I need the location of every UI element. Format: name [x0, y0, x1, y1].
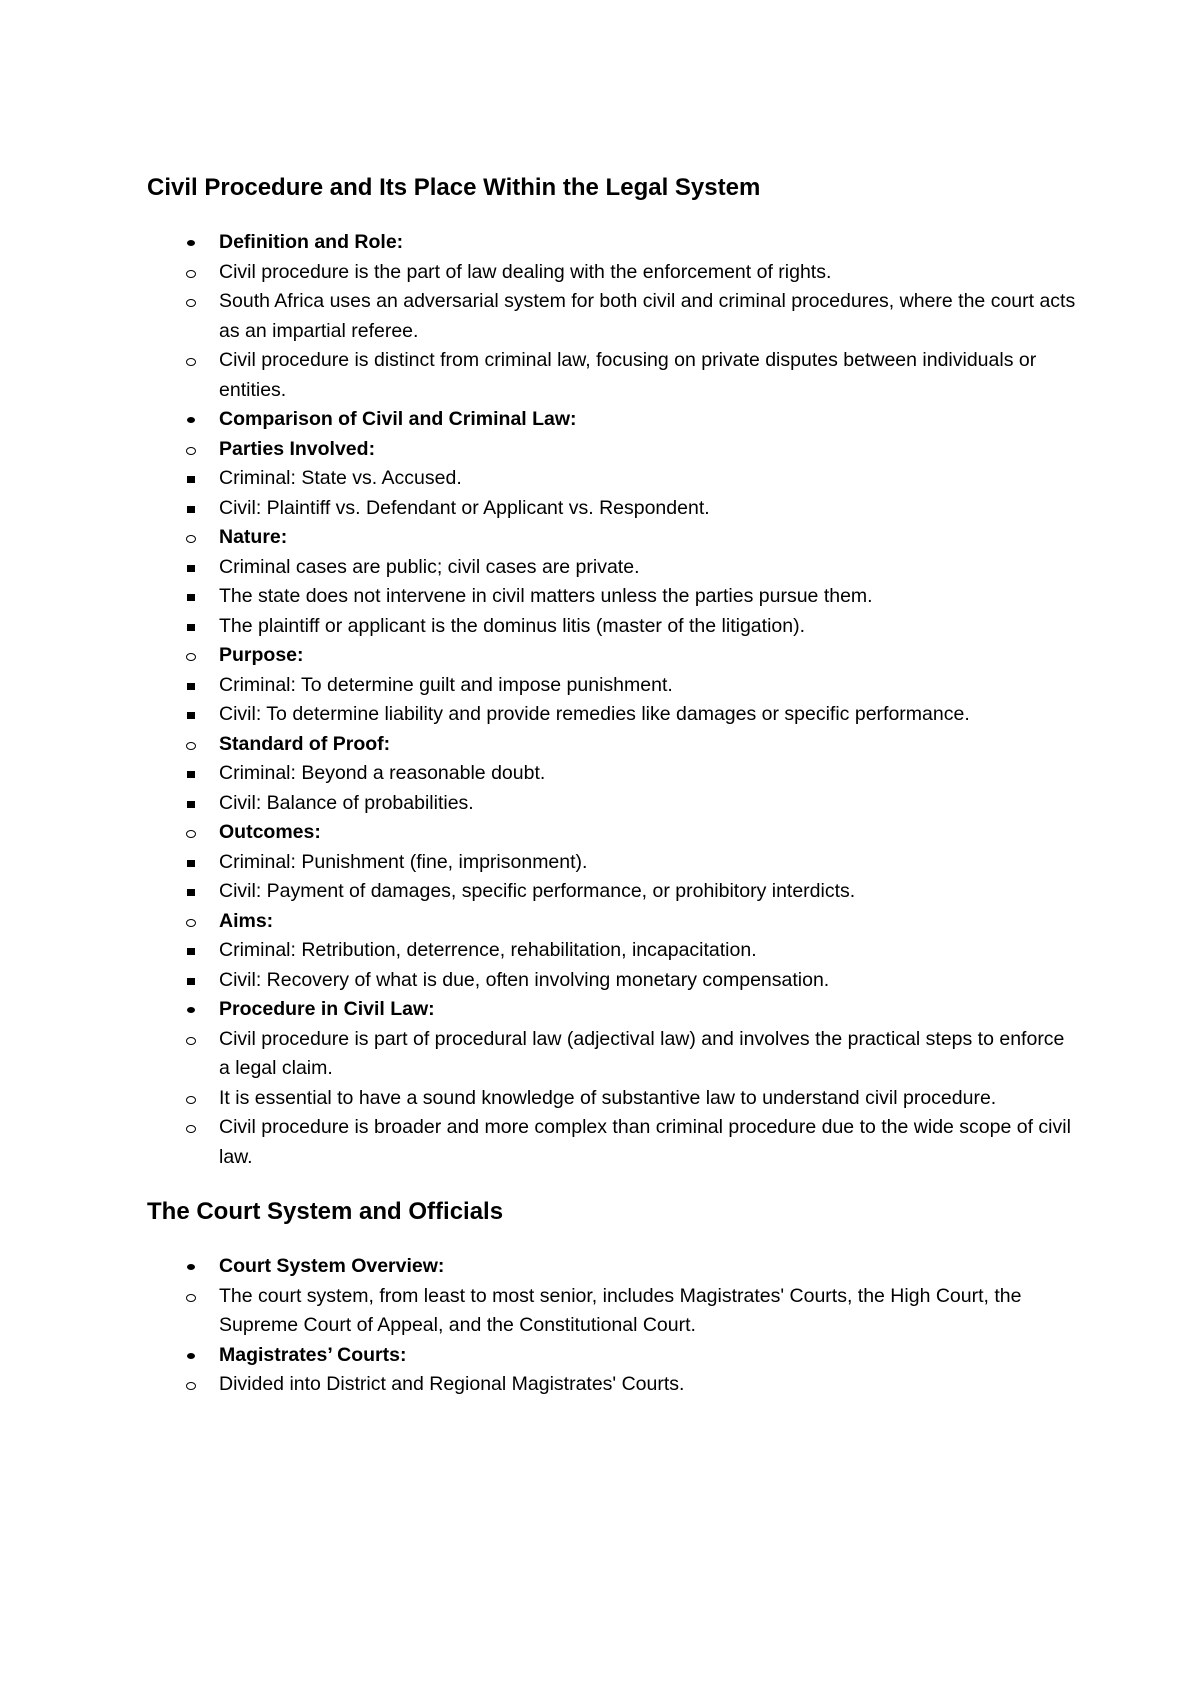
sub-item-text: Divided into District and Regional Magistrates' Courts.: [219, 1373, 685, 1395]
point-list: [147, 464, 1077, 523]
sub-item: [147, 1084, 1077, 1114]
disc-bullet-icon: [185, 1252, 199, 1282]
item-label: Procedure in Civil Law:: [219, 998, 435, 1020]
circle-bullet-icon: [185, 523, 199, 553]
sub-item: [147, 287, 1077, 346]
point-text: Criminal: Beyond a reasonable doubt.: [219, 762, 546, 784]
section2-list: [147, 1252, 1077, 1400]
sub-list: [147, 1370, 1077, 1400]
square-bullet-icon: [185, 612, 199, 642]
section-title-court-system: The Court System and Officials: [147, 1198, 504, 1225]
circle-bullet-icon: [185, 435, 199, 465]
point-list: [147, 936, 1077, 995]
item-label: Court System Overview:: [219, 1255, 445, 1277]
sub-item: [147, 258, 1077, 288]
square-bullet-icon: [185, 936, 199, 966]
point-text: Civil: Plaintiff vs. Defendant or Applicant vs. Respondent.: [219, 496, 710, 519]
circle-bullet-icon: [185, 907, 199, 937]
section-title-civil-procedure: Civil Procedure and Its Place Within the Legal System: [147, 174, 761, 201]
sub-item-text: Civil procedure is distinct from criminal law, focusing on private disputes between individuals or entities.: [219, 349, 1037, 401]
point-item: [147, 671, 1077, 701]
circle-bullet-icon: [185, 346, 199, 376]
group-label: Aims:: [219, 909, 274, 932]
sub-item-text: Civil procedure is part of procedural law (adjectival law) and involves the practical steps to enforce a legal claim.: [219, 1027, 1065, 1079]
square-bullet-icon: [185, 789, 199, 819]
point-item: [147, 700, 1077, 730]
circle-bullet-icon: [185, 818, 199, 848]
point-text: Criminal: Punishment (fine, imprisonment).: [219, 850, 588, 873]
group-aims: [147, 907, 1077, 996]
item-label: Comparison of Civil and Criminal Law:: [219, 408, 577, 430]
point-item: [147, 464, 1077, 494]
point-list: [147, 848, 1077, 907]
point-item: [147, 494, 1077, 524]
circle-bullet-icon: [185, 730, 199, 760]
sub-item: [147, 1025, 1077, 1084]
sub-item-text: Civil procedure is broader and more complex than criminal procedure due to the wide scope of civil law.: [219, 1116, 1071, 1168]
sub-item-text: It is essential to have a sound knowledge of substantive law to understand civil procedure.: [219, 1086, 997, 1109]
circle-bullet-icon: [185, 1113, 199, 1143]
section1-list: [147, 228, 1077, 1172]
sub-list: [147, 258, 1077, 406]
group-parties-involved: [147, 435, 1077, 524]
sub-list: [147, 1282, 1077, 1341]
point-item: [147, 848, 1077, 878]
point-text: Criminal cases are public; civil cases are private.: [219, 555, 640, 578]
group-standard-of-proof: [147, 730, 1077, 819]
point-item: [147, 759, 1077, 789]
sub-item-text: Civil procedure is the part of law dealing with the enforcement of rights.: [219, 260, 832, 283]
sub-list: [147, 1025, 1077, 1173]
disc-bullet-icon: [185, 995, 199, 1025]
square-bullet-icon: [185, 464, 199, 494]
square-bullet-icon: [185, 848, 199, 878]
point-text: Civil: Balance of probabilities.: [219, 791, 474, 814]
list-item-court-system-overview: [147, 1252, 1077, 1341]
square-bullet-icon: [185, 553, 199, 583]
point-list: [147, 553, 1077, 642]
square-bullet-icon: [185, 966, 199, 996]
circle-bullet-icon: [185, 641, 199, 671]
sub-list: [147, 435, 1077, 996]
square-bullet-icon: [185, 700, 199, 730]
circle-bullet-icon: [185, 287, 199, 317]
sub-item: [147, 1282, 1077, 1341]
point-item: [147, 877, 1077, 907]
circle-bullet-icon: [185, 1084, 199, 1114]
sub-item: [147, 1370, 1077, 1400]
group-label: Parties Involved:: [219, 437, 376, 460]
list-item-definition-role: [147, 228, 1077, 405]
point-text: The plaintiff or applicant is the dominus litis (master of the litigation).: [219, 614, 805, 637]
disc-bullet-icon: [185, 228, 199, 258]
circle-bullet-icon: [185, 258, 199, 288]
document-page: [147, 172, 1077, 1400]
sub-item-text: South Africa uses an adversarial system for both civil and criminal procedures, where the court acts as an impartial referee.: [219, 290, 1076, 342]
group-label: Standard of Proof:: [219, 732, 391, 755]
point-item: [147, 936, 1077, 966]
item-label: Magistrates’ Courts:: [219, 1343, 407, 1366]
point-item: [147, 582, 1077, 612]
disc-bullet-icon: [185, 405, 199, 435]
point-list: [147, 671, 1077, 730]
point-item: [147, 966, 1077, 996]
point-text: Criminal: State vs. Accused.: [219, 467, 462, 489]
sub-item: [147, 346, 1077, 405]
list-item-procedure-civil-law: [147, 995, 1077, 1172]
sub-item-text: The court system, from least to most senior, includes Magistrates' Courts, the High Court, the Supreme Court of Appeal, and the Constitutional Court.: [219, 1284, 1022, 1336]
list-item-comparison: [147, 405, 1077, 995]
circle-bullet-icon: [185, 1370, 199, 1400]
point-item: [147, 612, 1077, 642]
group-label: Nature:: [219, 526, 288, 548]
square-bullet-icon: [185, 494, 199, 524]
point-text: Criminal: To determine guilt and impose punishment.: [219, 673, 673, 696]
disc-bullet-icon: [185, 1341, 199, 1371]
point-text: Civil: Recovery of what is due, often involving monetary compensation.: [219, 968, 830, 991]
point-list: [147, 759, 1077, 818]
list-item-magistrates-courts: [147, 1341, 1077, 1400]
point-text: Criminal: Retribution, deterrence, rehabilitation, incapacitation.: [219, 939, 757, 961]
square-bullet-icon: [185, 759, 199, 789]
circle-bullet-icon: [185, 1025, 199, 1055]
group-label: Purpose:: [219, 644, 304, 666]
square-bullet-icon: [185, 582, 199, 612]
item-label: Definition and Role:: [219, 231, 404, 253]
group-purpose: [147, 641, 1077, 730]
point-item: [147, 789, 1077, 819]
sub-item: [147, 1113, 1077, 1172]
square-bullet-icon: [185, 877, 199, 907]
group-label: Outcomes:: [219, 821, 321, 843]
group-outcomes: [147, 818, 1077, 907]
point-text: Civil: Payment of damages, specific performance, or prohibitory interdicts.: [219, 880, 856, 902]
point-text: Civil: To determine liability and provide remedies like damages or specific performance.: [219, 703, 970, 725]
group-nature: [147, 523, 1077, 641]
point-text: The state does not intervene in civil matters unless the parties pursue them.: [219, 585, 873, 607]
square-bullet-icon: [185, 671, 199, 701]
point-item: [147, 553, 1077, 583]
circle-bullet-icon: [185, 1282, 199, 1312]
